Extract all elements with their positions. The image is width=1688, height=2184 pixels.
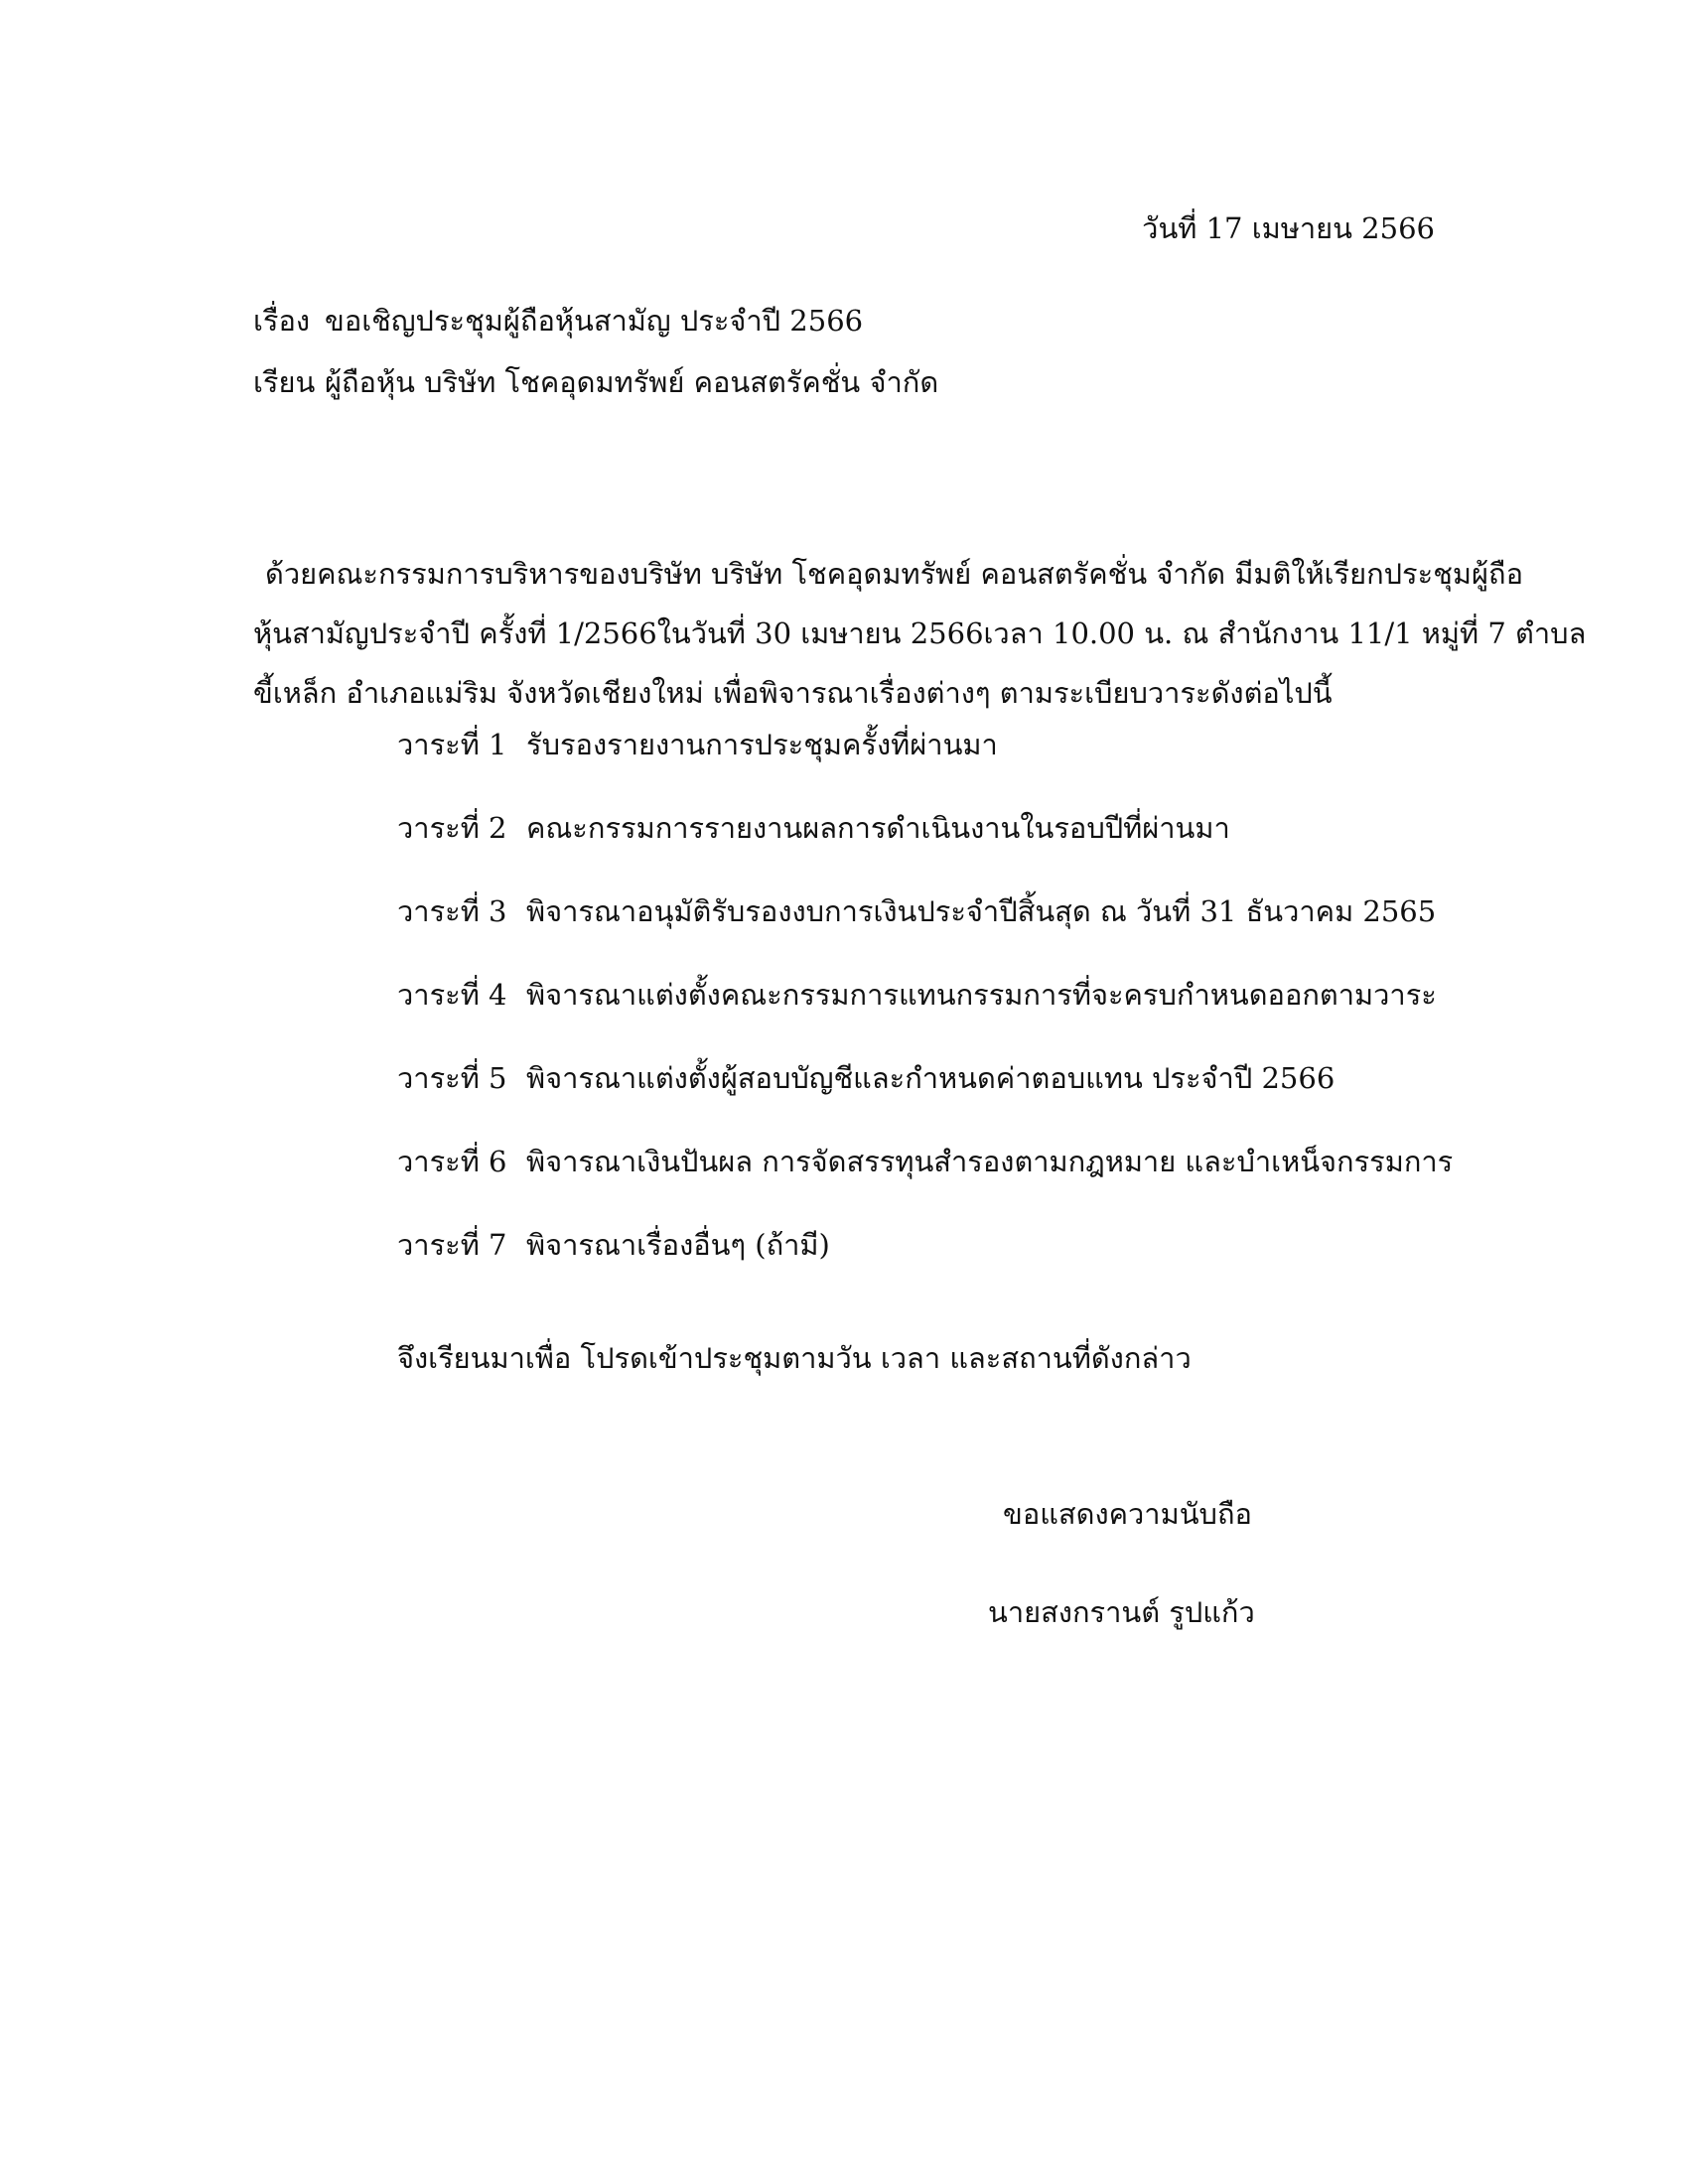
agenda-item [397,1058,1453,1142]
body-line: ด้วยคณะกรรมการบริหารของบริษัท บริษัท โชคอุดมทรัพย์ คอนสตรัคชั่น จำกัด มีมติให้เรียกประชุมผู้ถือ [265,557,1523,591]
agenda-number: วาระที่ 5 [397,1061,507,1095]
subject-label: เรื่อง [253,304,311,338]
subject-line [253,301,863,341]
agenda-text: พิจารณาแต่งตั้งคณะกรรมการแทนกรรมการที่จะครบกำหนดออกตามวาระ [526,978,1437,1012]
agenda-text: พิจารณาเรื่องอื่นๆ (ถ้ามี) [526,1228,830,1262]
recipient-label: เรียน [253,365,316,399]
agenda-number: วาระที่ 1 [397,728,507,761]
body-line: หุ้นสามัญประจำปี ครั้งที่ 1/2566ในวันที่ 30 เมษายน 2566เวลา 10.00 น. ณ สำนักงาน 11/1 หมู่ที่ 7 ตำบล [253,616,1587,650]
agenda-text: พิจารณาเงินปันผล การจัดสรรทุนสำรองตามกฎหมาย และบำเหน็จกรรมการ [526,1145,1454,1178]
letter-date: วันที่ 17 เมษายน 2566 [1142,211,1435,245]
agenda-number: วาระที่ 4 [397,978,507,1012]
recipient-text: ผู้ถือหุ้น บริษัท โชคอุดมทรัพย์ คอนสตรัคชั่น จำกัด [325,365,939,399]
agenda-item [397,975,1453,1058]
agenda-number: วาระที่ 3 [397,894,507,928]
regards-line: ขอแสดงความนับถือ [1003,1497,1252,1531]
agenda-text: รับรองรายงานการประชุมครั้งที่ผ่านมา [526,728,998,761]
body-paragraph [253,544,1587,723]
agenda-item [397,1225,1453,1308]
agenda-item [397,725,1453,808]
agenda-item [397,1142,1453,1225]
agenda-text: คณะกรรมการรายงานผลการดำเนินงานในรอบปีที่ผ่านมา [526,811,1230,845]
agenda-text: พิจารณาอนุมัติรับรองงบการเงินประจำปีสิ้นสุด ณ วันที่ 31 ธันวาคม 2565 [526,894,1437,928]
subject-text: ขอเชิญประชุมผู้ถือหุ้นสามัญ ประจำปี 2566 [325,304,864,338]
signer-name: นายสงกรานต์ รูปแก้ว [988,1595,1255,1629]
body-line: ขี้เหล็ก อำเภอแม่ริม จังหวัดเชียงใหม่ เพื่อพิจารณาเรื่องต่างๆ ตามระเบียบวาระดังต่อไปนี้ [253,676,1333,710]
closing-line: จึงเรียนมาเพื่อ โปรดเข้าประชุมตามวัน เวลา และสถานที่ดังกล่าว [397,1341,1192,1375]
agenda-text: พิจารณาแต่งตั้งผู้สอบบัญชีและกำหนดค่าตอบแทน ประจำปี 2566 [526,1061,1336,1095]
recipient-line [253,362,938,402]
agenda-number: วาระที่ 6 [397,1145,507,1178]
agenda-number: วาระที่ 7 [397,1228,507,1262]
agenda-item [397,891,1453,975]
agenda-number: วาระที่ 2 [397,811,507,845]
agenda-item [397,808,1453,891]
agenda-list [397,725,1453,1308]
